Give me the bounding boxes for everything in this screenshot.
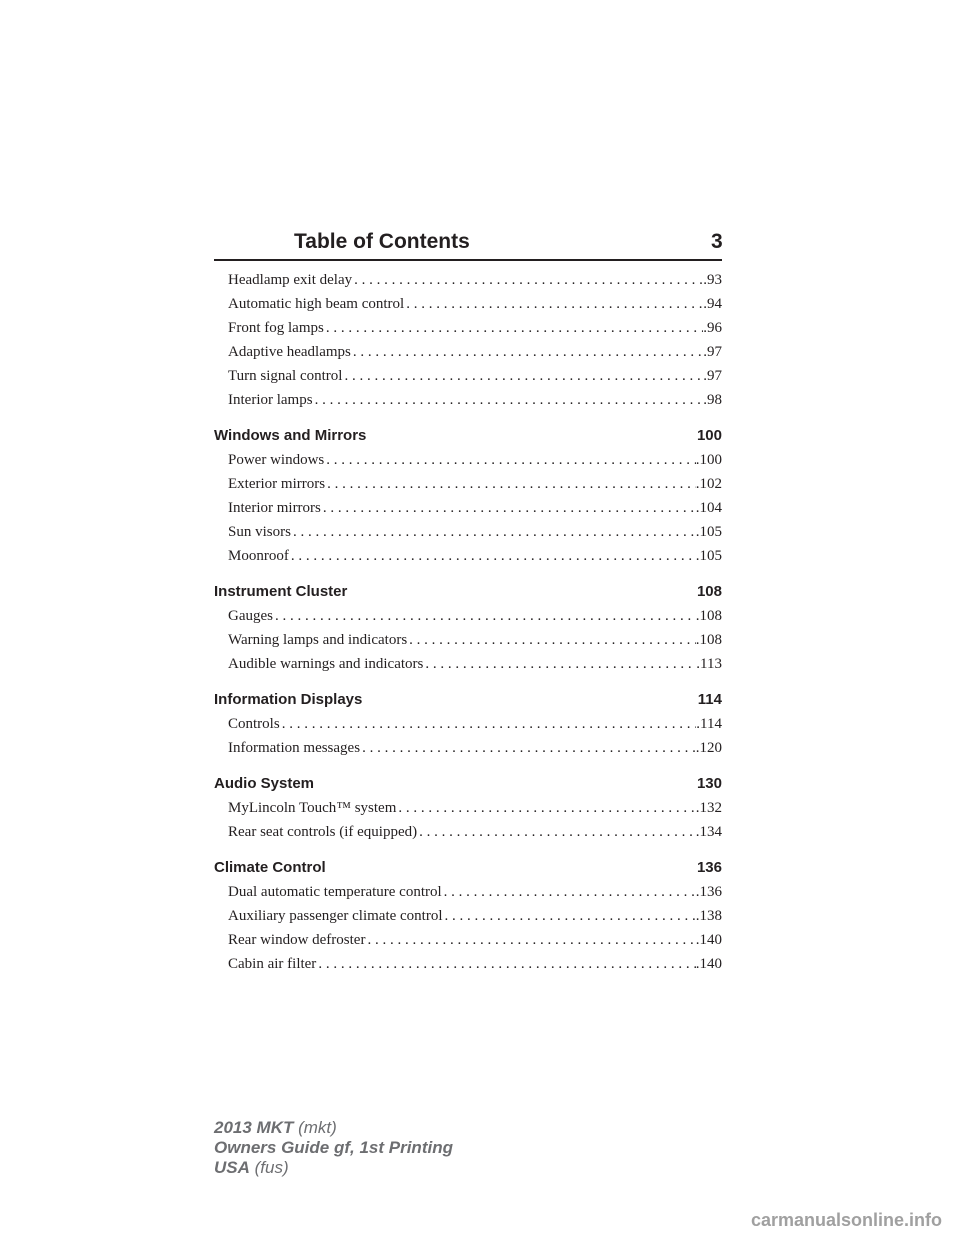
toc-section — [214, 424, 722, 448]
toc-entry-title: Automatic high beam control — [228, 296, 405, 312]
toc-entry-page: .113 — [696, 656, 722, 672]
toc-dot-leader — [417, 820, 696, 844]
toc-entry-title: MyLincoln Touch™ system — [228, 800, 397, 816]
toc-entry — [214, 544, 722, 568]
toc-entry-title: Front fog lamps — [228, 320, 324, 336]
footer-line-model — [214, 1118, 453, 1138]
footer-model: 2013 MKT — [214, 1118, 294, 1137]
footer-model-code: (mkt) — [298, 1118, 337, 1137]
toc-entry-page: .100 — [695, 452, 722, 468]
toc-entry-title: Interior mirrors — [228, 500, 321, 516]
toc-entry-title: Exterior mirrors — [228, 476, 326, 492]
toc-dot-leader — [324, 448, 696, 472]
toc-entry-page: .105 — [695, 524, 722, 540]
toc-dot-leader — [407, 628, 696, 652]
toc-entry — [214, 880, 722, 904]
toc-entry — [214, 292, 722, 316]
toc-entry-page: .136 — [695, 884, 722, 900]
toc-entry — [214, 604, 722, 628]
toc-dot-leader — [365, 928, 695, 952]
toc-entry — [214, 448, 722, 472]
toc-section-title: Audio System — [214, 775, 315, 792]
toc-dot-leader — [321, 496, 696, 520]
toc-dot-leader — [273, 604, 696, 628]
footer-market: USA — [214, 1158, 250, 1177]
toc-entry-page: .140 — [695, 932, 722, 948]
toc-entry — [214, 388, 722, 412]
toc-entry-title: Controls — [228, 716, 280, 732]
toc-entry — [214, 268, 722, 292]
toc-section-page: 108 — [696, 583, 722, 600]
toc-entry-page: .105 — [695, 548, 722, 564]
toc-dot-leader — [313, 388, 704, 412]
toc-dot-leader — [351, 340, 703, 364]
toc-dot-leader — [360, 736, 696, 760]
toc-entry — [214, 628, 722, 652]
toc-entry-page: .108 — [695, 632, 722, 648]
toc-entry-title: Interior lamps — [228, 392, 313, 408]
toc-entry-title: Audible warnings and indicators — [228, 656, 424, 672]
toc-entry — [214, 796, 722, 820]
toc-entry — [214, 472, 722, 496]
toc-entry-title: Sun visors — [228, 524, 291, 540]
toc-dot-leader — [325, 472, 696, 496]
toc-entry-page: .104 — [695, 500, 722, 516]
toc-entry-title: Rear window defroster — [228, 932, 366, 948]
toc-entry — [214, 952, 722, 976]
toc-section-page: 136 — [696, 859, 722, 876]
toc-entry-page: .114 — [696, 716, 722, 732]
toc-entry-title: Cabin air filter — [228, 956, 317, 972]
toc-section-page: 100 — [696, 427, 722, 444]
toc-entry-page: .94 — [703, 296, 722, 312]
toc-entry — [214, 496, 722, 520]
toc-dot-leader — [442, 880, 696, 904]
toc-entry-title: Power windows — [228, 452, 325, 468]
toc-section — [214, 772, 722, 796]
toc-dot-leader — [324, 316, 703, 340]
toc-section — [214, 580, 722, 604]
toc-entry — [214, 340, 722, 364]
toc-section-title: Instrument Cluster — [214, 583, 348, 600]
toc-entry-title: Turn signal control — [228, 368, 343, 384]
toc-entry — [214, 652, 722, 676]
toc-entry-page: .97 — [703, 344, 722, 360]
footer-line-guide — [214, 1138, 453, 1158]
toc-dot-leader — [316, 952, 695, 976]
toc-entry-title: Gauges — [228, 608, 273, 624]
toc-entry-page: .108 — [695, 608, 722, 624]
print-footer — [214, 1118, 453, 1178]
toc-entry — [214, 316, 722, 340]
toc-section-page: 114 — [697, 691, 722, 708]
footer-guide: Owners Guide gf, 1st Printing — [214, 1138, 453, 1157]
site-watermark: carmanualsonline.info — [750, 1210, 942, 1230]
toc-dot-leader — [396, 796, 695, 820]
toc-dot-leader — [404, 292, 703, 316]
toc-entry-title: Information messages — [228, 740, 361, 756]
toc-entry-page: .140 — [695, 956, 722, 972]
toc-entry — [214, 820, 722, 844]
page-number: 3 — [711, 230, 723, 253]
toc-entry-page: .98 — [703, 392, 722, 408]
header-rule — [214, 259, 722, 261]
toc-section — [214, 856, 722, 880]
toc-entry-title: Rear seat controls (if equipped) — [228, 824, 418, 840]
toc-entry-page: .97 — [703, 368, 722, 384]
toc-entry-page: .138 — [695, 908, 722, 924]
toc-section — [214, 688, 722, 712]
toc-entry-title: Dual automatic temperature control — [228, 884, 442, 900]
toc-entry-page: .120 — [695, 740, 722, 756]
toc-section-title: Climate Control — [214, 859, 326, 876]
toc-section-title: Windows and Mirrors — [214, 427, 367, 444]
toc-entry — [214, 928, 722, 952]
toc-entry-title: Headlamp exit delay — [228, 272, 353, 288]
toc-entry — [214, 364, 722, 388]
toc-dot-leader — [443, 904, 696, 928]
page-header — [214, 228, 722, 262]
toc-entry — [214, 712, 722, 736]
toc-dot-leader — [291, 520, 696, 544]
toc-entry-title: Auxiliary passenger climate control — [228, 908, 443, 924]
footer-line-market — [214, 1158, 453, 1178]
footer-market-code: (fus) — [254, 1158, 289, 1177]
toc-dot-leader — [342, 364, 703, 388]
toc-entry — [214, 520, 722, 544]
toc-section-page: 130 — [696, 775, 722, 792]
toc-entry-page: .132 — [695, 800, 722, 816]
table-of-contents — [214, 268, 722, 976]
toc-entry — [214, 904, 722, 928]
toc-entry-title: Warning lamps and indicators — [228, 632, 408, 648]
toc-dot-leader — [280, 712, 697, 736]
toc-entry-page: .102 — [695, 476, 722, 492]
toc-entry — [214, 736, 722, 760]
toc-dot-leader — [352, 268, 703, 292]
toc-entry-title: Moonroof — [228, 548, 289, 564]
toc-entry-title: Adaptive headlamps — [228, 344, 351, 360]
page-title: Table of Contents — [294, 230, 470, 253]
toc-section-title: Information Displays — [214, 691, 363, 708]
toc-dot-leader — [289, 544, 696, 568]
toc-entry-page: .93 — [703, 272, 722, 288]
toc-entry-page: .134 — [695, 824, 722, 840]
toc-dot-leader — [423, 652, 696, 676]
toc-entry-page: .96 — [703, 320, 722, 336]
